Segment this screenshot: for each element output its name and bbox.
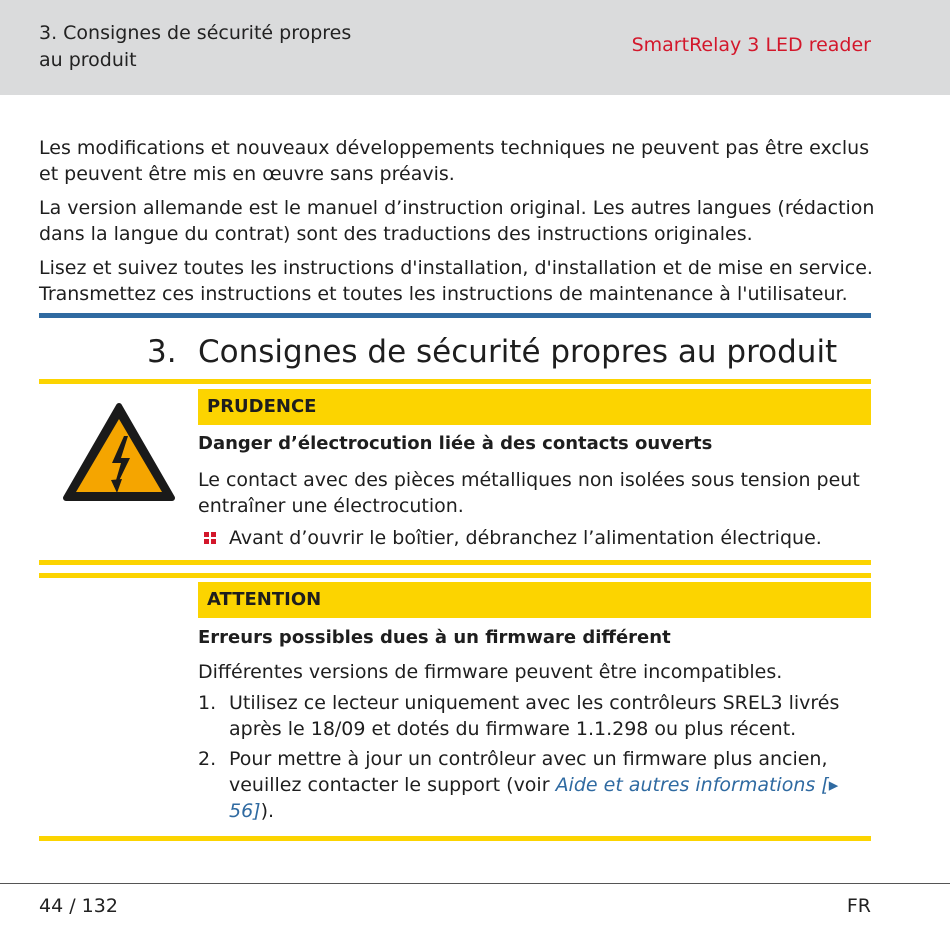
intro-paragraph: Lisez et suivez toutes les instructions d'installation, d'installation et de mise en service. Transmettez ces instructions et toutes les instructions de maintenance à l'utilisateur. (39, 257, 873, 305)
attention-bottom-rule (39, 836, 871, 841)
intro-text (39, 135, 879, 315)
list-item-number: 2. (198, 748, 217, 770)
list-item-number: 1. (198, 692, 217, 714)
chapter-number: 3. (147, 334, 177, 370)
caution-bottom-rule (39, 560, 871, 565)
list-item-text: Pour mettre à jour un contrôleur avec un firmware plus ancien, veuillez contacter le support (voir Aide et autres informations [▸ 56]). (229, 748, 839, 822)
attention-label: ATTENTION (198, 582, 871, 618)
caution-top-rule (39, 379, 871, 384)
high-voltage-warning-icon (62, 402, 176, 502)
header-section-title: 3. Consignes de sécurité propres au produit (39, 22, 352, 71)
intro-paragraph: La version allemande est le manuel d’instruction original. Les autres langues (rédaction dans la langue du contrat) sont des traductions des instructions originales. (39, 197, 875, 245)
caution-title: Danger d’électrocution liée à des contacts ouverts (198, 433, 713, 454)
caution-action-text: Avant d’ouvrir le boîtier, débranchez l’alimentation électrique. (229, 527, 822, 549)
caution-action-item (198, 525, 822, 551)
attention-top-rule (39, 573, 871, 578)
list-item (198, 690, 871, 742)
attention-title: Erreurs possibles dues à un firmware différent (198, 627, 671, 648)
play-arrow-icon: ▸ (828, 774, 839, 796)
page-header (0, 0, 950, 95)
chapter-heading (147, 332, 837, 372)
intro-paragraph: Les modifications et nouveaux développements techniques ne peuvent pas être exclus et peuvent être mis en œuvre sans préavis. (39, 137, 870, 185)
attention-steps-list (198, 690, 871, 828)
page-number: 44 / 132 (39, 895, 118, 917)
help-link[interactable]: Aide et autres informations [▸ 56] (229, 774, 839, 822)
caution-text: Le contact avec des pièces métalliques non isolées sous tension peut entraîner une électrocution. (198, 469, 860, 517)
language-code: FR (846, 895, 871, 917)
section-divider (39, 313, 871, 318)
list-item (198, 746, 871, 824)
chapter-title: Consignes de sécurité propres au produit (198, 334, 838, 370)
action-bullet-icon (198, 525, 229, 551)
caution-label: PRUDENCE (198, 389, 871, 425)
list-item-text: Utilisez ce lecteur uniquement avec les contrôleurs SREL3 livrés après le 18/09 et dotés du firmware 1.1.298 ou plus récent. (229, 692, 840, 740)
header-product-name: SmartRelay 3 LED reader (631, 34, 871, 56)
attention-text: Différentes versions de firmware peuvent être incompatibles. (198, 661, 783, 683)
footer-divider (0, 883, 950, 884)
